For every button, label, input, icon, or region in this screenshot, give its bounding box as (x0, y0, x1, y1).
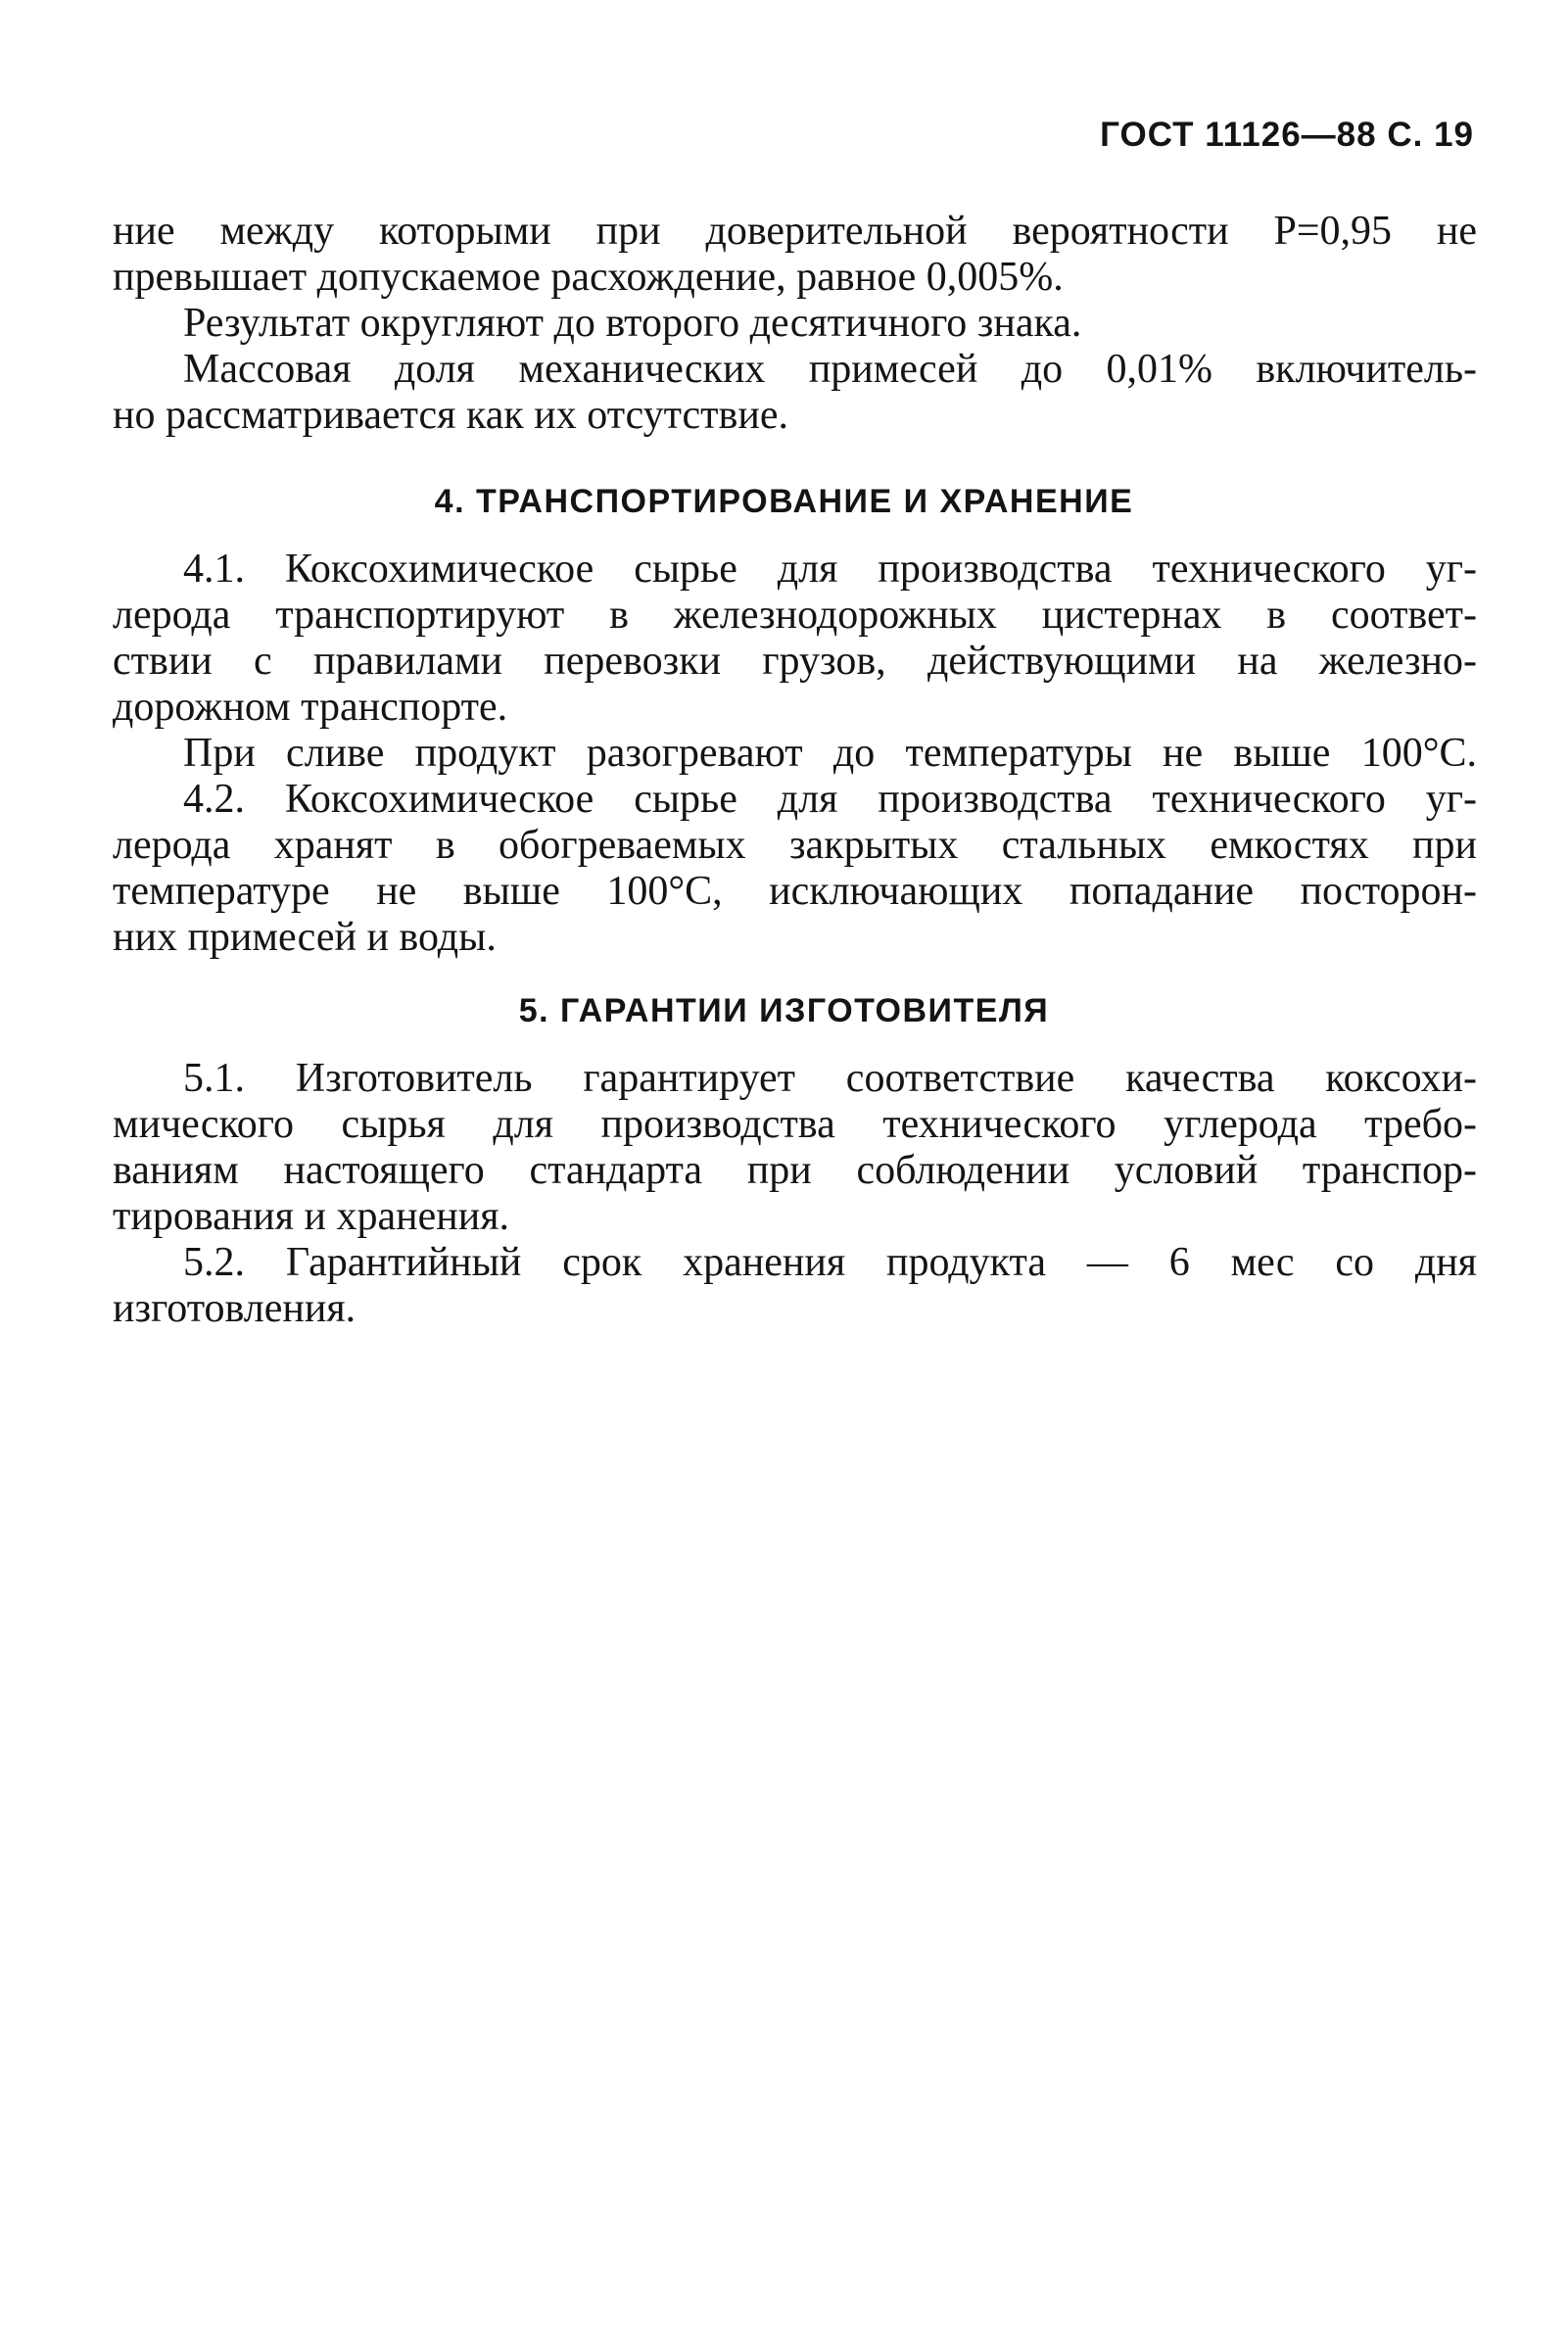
section-5-body (113, 1056, 1477, 1332)
text-line: мического сырья для производства технического углерода требо- (113, 1102, 1477, 1147)
text-line: лерода транспортируют в железнодорожных цистернах в соответ- (113, 593, 1477, 638)
text-line: ваниям настоящего стандарта при соблюдении условий транспор- (113, 1148, 1477, 1193)
section-4-heading: 4. ТРАНСПОРТИРОВАНИЕ И ХРАНЕНИЕ (434, 483, 1134, 520)
section-5-heading: 5. ГАРАНТИИ ИЗГОТОВИТЕЛЯ (518, 992, 1050, 1029)
text-line: 5.2. Гарантийный срок хранения продукта — 6 мес со дня (183, 1240, 1477, 1285)
text-line: 4.2. Коксохимическое сырье для производства технического уг- (183, 777, 1477, 822)
text-line: 4.1. Коксохимическое сырье для производства технического уг- (183, 547, 1477, 592)
text-line: ние между которыми при доверительной вероятности P=0,95 не (113, 209, 1477, 254)
text-line: ствии с правилами перевозки грузов, действующими на железно- (113, 639, 1477, 684)
text-line: но рассматривается как их отсутствие. (113, 393, 788, 438)
text-line: 5.1. Изготовитель гарантирует соответствие качества коксохи- (183, 1056, 1477, 1101)
section-4-body (113, 547, 1477, 961)
text-line: При сливе продукт разогревают до температуры не выше 100°С. (183, 731, 1477, 776)
text-line: них примесей и воды. (113, 915, 497, 960)
text-line: изготовления. (113, 1286, 356, 1331)
text-line: Массовая доля механических примесей до 0,01% включитель- (183, 347, 1477, 392)
text-line: превышает допускаемое расхождение, равное 0,005%. (113, 255, 1064, 300)
intro-paragraphs (113, 209, 1477, 439)
text-line: температуре не выше 100°С, исключающих попадание посторон- (113, 869, 1477, 914)
text-line: дорожном транспорте. (113, 685, 508, 730)
text-line: лерода хранят в обогреваемых закрытых стальных емкостях при (113, 823, 1477, 868)
running-header: ГОСТ 11126—88 С. 19 (1100, 116, 1474, 154)
text-line: тирования и хранения. (113, 1194, 510, 1239)
text-line: Результат округляют до второго десятичного знака. (183, 301, 1082, 346)
